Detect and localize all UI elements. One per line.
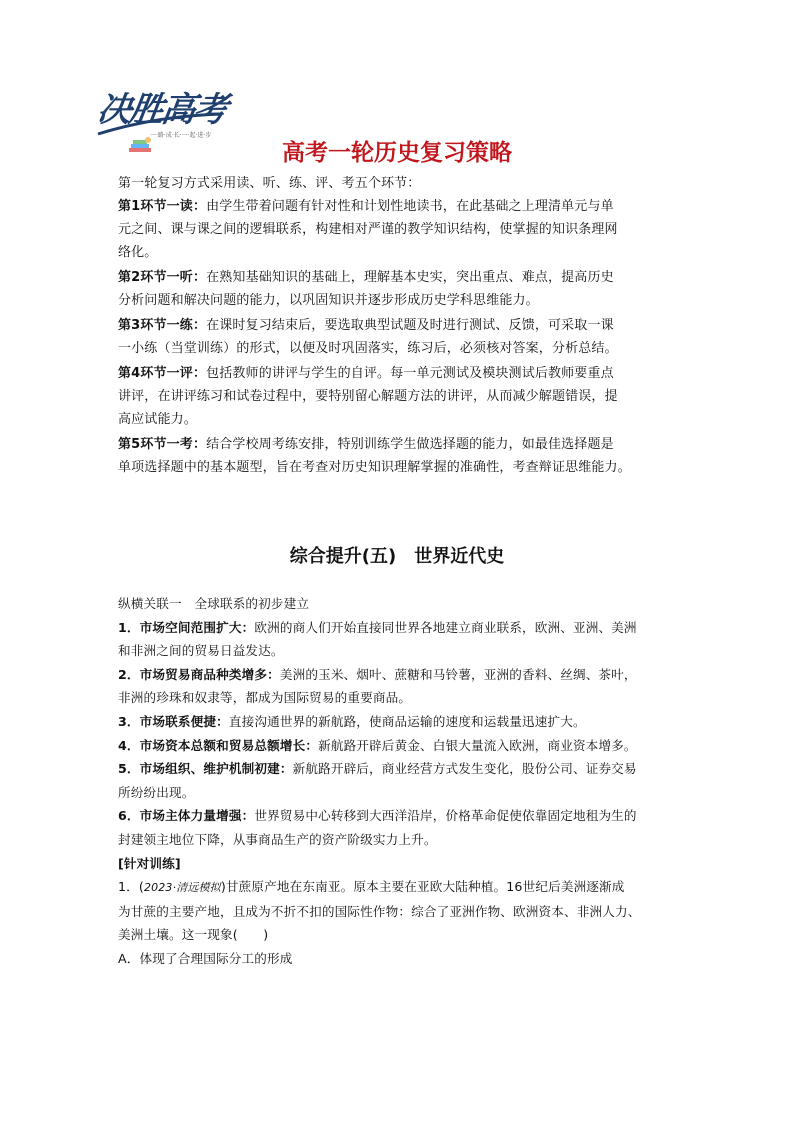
page-title bbox=[0, 134, 794, 167]
step-line bbox=[118, 362, 678, 385]
point-text: 美洲的玉米、烟叶、蔗糖和马铃薯，亚洲的香料、丝绸、茶叶， bbox=[279, 666, 637, 682]
point-item bbox=[118, 616, 680, 663]
question-source: 2023·清远模拟 bbox=[143, 881, 221, 895]
point-text: 世界贸易中心转移到大西洋沿岸，价格革命促使依靠固定地租为生的 bbox=[254, 808, 637, 824]
point-label: 4．市场资本总额和贸易总额增长： bbox=[118, 737, 319, 753]
point-text: 欧洲的商人们开始直接同世界各地建立商业联系，欧洲、亚洲、美洲 bbox=[254, 619, 637, 635]
point-line bbox=[118, 804, 680, 828]
point-line bbox=[118, 734, 680, 758]
point-text: 新航路开辟后，商业经营方式发生变化，股份公司、证券交易 bbox=[292, 761, 637, 777]
step-list bbox=[118, 195, 678, 479]
step-text: 包括教师的讲评与学生的自评。每一单元测试及模块测试后教师要重点 bbox=[206, 366, 614, 381]
step-line bbox=[118, 433, 678, 456]
subsection-title: 纵横关联一 全球联系的初步建立 bbox=[118, 596, 310, 611]
point-line: 非洲的珍珠和奴隶等，都成为国际贸易的重要商品。 bbox=[118, 690, 412, 706]
body-section bbox=[118, 592, 680, 971]
step-label: 第2环节一听： bbox=[118, 270, 207, 285]
question-line: 美洲土壤。这一现象( ) bbox=[118, 927, 269, 943]
step-line bbox=[118, 314, 678, 337]
logo-text: 决胜高考 bbox=[94, 90, 229, 130]
step-line: 络化。 bbox=[118, 245, 158, 260]
question-line: 为甘蔗的主要产地，且成为不折不扣的国际性作物：综合了亚洲作物、欧洲资本、非洲人力、 bbox=[118, 903, 641, 919]
point-label: 5．市场组织、维护机制初建： bbox=[118, 761, 293, 777]
point-label: 3．市场联系便捷： bbox=[118, 713, 229, 729]
step-label: 第5环节一考： bbox=[118, 437, 207, 452]
step-line: 高应试能力。 bbox=[118, 412, 197, 427]
step-item bbox=[118, 314, 678, 360]
step-text: 在课时复习结束后，要选取典型试题及时进行测试、反馈，可采取一课 bbox=[206, 318, 614, 333]
step-label: 第3环节一练： bbox=[118, 318, 207, 333]
point-line bbox=[118, 663, 680, 687]
point-line bbox=[118, 757, 680, 781]
step-label: 第4环节一评： bbox=[118, 366, 207, 381]
point-item bbox=[118, 710, 680, 734]
step-text: 由学生带着问题有针对性和计划性地读书，在此基础之上理清单元与单 bbox=[206, 199, 614, 214]
point-item bbox=[118, 734, 680, 758]
step-item bbox=[118, 433, 678, 479]
point-line bbox=[118, 616, 680, 640]
step-label: 第1环节一读： bbox=[118, 199, 207, 214]
point-item bbox=[118, 757, 680, 804]
step-line bbox=[118, 195, 678, 218]
section-title: 综合提升(五) 世界近代史 bbox=[289, 546, 505, 567]
step-text: 结合学校周考练安排，特别训练学生做选择题的能力，如最佳选择题是 bbox=[206, 437, 614, 452]
page-title-text: 高考一轮历史复习策略 bbox=[282, 140, 512, 166]
step-item bbox=[118, 195, 678, 264]
step-text: 在熟知基础知识的基础上，理解基本史实，突出重点、难点，提高历史 bbox=[206, 270, 614, 285]
intro-section bbox=[118, 172, 678, 481]
point-label: 6．市场主体力量增强： bbox=[118, 808, 255, 824]
step-line bbox=[118, 266, 678, 289]
option-a: A．体现了合理国际分工的形成 bbox=[118, 950, 293, 966]
question-suffix: ) bbox=[220, 879, 226, 895]
point-item bbox=[118, 663, 680, 710]
step-item bbox=[118, 362, 678, 431]
step-line: 讲评，在讲评练习和试卷过程中，要特别留心解题方法的讲评，从而减少解题错误，提 bbox=[118, 389, 618, 404]
point-line: 和非洲之间的贸易日益发达。 bbox=[118, 643, 284, 659]
intro-lead: 第一轮复习方式采用读、听、练、评、考五个环节： bbox=[118, 176, 421, 191]
point-line: 封建领主地位下降，从事商品生产的资产阶级实力上升。 bbox=[118, 831, 437, 847]
point-label: 2．市场贸易商品种类增多： bbox=[118, 666, 280, 682]
practice-label: [针对训练] bbox=[118, 855, 181, 871]
point-line: 所纷纷出现。 bbox=[118, 784, 195, 800]
point-list bbox=[118, 616, 680, 852]
point-text: 新航路开辟后黄金、白银大量流入欧洲，商业资本增多。 bbox=[318, 737, 637, 753]
question-line bbox=[118, 875, 680, 900]
question-1 bbox=[118, 875, 680, 947]
logo-tagline: 一·路·成·长·一·起·进·步 bbox=[150, 132, 212, 139]
point-item bbox=[118, 804, 680, 851]
question-prefix: 1．( bbox=[118, 879, 144, 895]
question-text: 甘蔗原产地在东南亚。原本主要在亚欧大陆种植。16世纪后美洲逐渐成 bbox=[225, 879, 625, 895]
point-label: 1．市场空间范围扩大： bbox=[118, 619, 255, 635]
step-line: 一小练（当堂训练）的形式，以便及时巩固落实，练习后，必须核对答案，分析总结。 bbox=[118, 341, 618, 356]
point-line bbox=[118, 710, 680, 734]
step-line: 分析问题和解决问题的能力，以巩固知识并逐步形成历史学科思维能力。 bbox=[118, 293, 539, 308]
point-text: 直接沟通世界的新航路，使商品运输的速度和运载量迅速扩大。 bbox=[228, 713, 586, 729]
step-line: 单项选择题中的基本题型，旨在考查对历史知识理解掌握的准确性，考查辩证思维能力。 bbox=[118, 460, 631, 475]
step-line: 元之间、课与课之间的逻辑联系，构建相对严谨的教学知识结构，使掌握的知识条理网 bbox=[118, 222, 618, 237]
step-item bbox=[118, 266, 678, 312]
